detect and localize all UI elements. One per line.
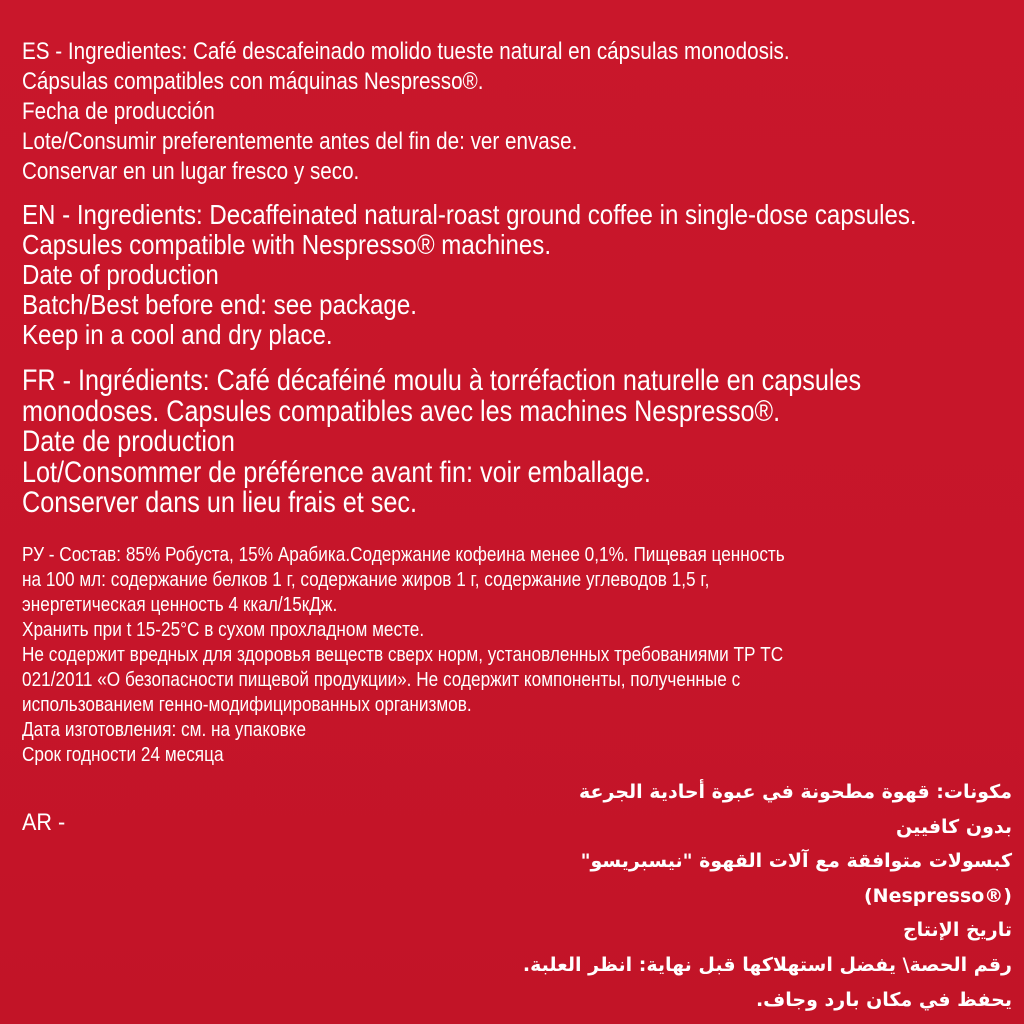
en-production-date-line: Date of production [22,259,219,290]
arabic-text-block [452,775,1012,1017]
ru-regulation-line: 021/2011 «О безопасности пищевой продукции». Не содержит компоненты, полученные с [22,669,741,691]
fr-batch-line: Lot/Consommer de préférence avant fin: voir emballage. [22,455,651,489]
ar-storage-line: يحفظ في مكان بارد وجاف. [755,988,1012,1011]
spanish-text-block [22,37,1010,187]
russian-text-block [22,543,1010,768]
french-text-block [22,366,1010,519]
es-compatibility-line: Cápsulas compatibles con máquinas Nespresso®. [22,68,484,95]
es-storage-line: Conservar en un lugar fresco y seco. [22,158,360,185]
ar-ingredients-line: مكونات: قهوة مطحونة في عبوة أحادية الجرعة [579,781,1012,803]
en-compatibility-line: Capsules compatible with Nespresso® machines. [22,229,552,260]
ru-composition-line: РУ - Состав: 85% Робуста, 15% Арабика.Содержание кофеина менее 0,1%. Пищевая ценность [22,544,785,566]
ru-energy-line: энергетическая ценность 4 ккал/15кДж. [22,594,338,616]
ar-batch-line: رقم الحصة\ يفضل استهلاكها قبل نهاية: انظر العلبة. [522,953,1012,976]
ar-production-date-line: تاريخ الإنتاج [902,919,1012,942]
ru-shelf-life-line: Срок годности 24 месяца [22,744,224,766]
en-ingredients-line: EN - Ingredients: Decaffeinated natural-roast ground coffee in single-dose capsules. [22,199,917,230]
ar-decaf-line: بدون كافيين [896,815,1012,838]
arabic-language-label: AR - [22,809,66,836]
en-batch-line: Batch/Best before end: see package. [22,289,417,320]
fr-production-date-line: Date de production [22,425,235,458]
ar-brand-line: (Nespresso®) [864,884,1012,907]
fr-storage-line: Conserver dans un lieu frais et sec. [22,486,417,519]
en-storage-line: Keep in a cool and dry place. [22,319,333,350]
es-batch-line: Lote/Consumir preferentemente antes del fin de: ver envase. [22,128,578,155]
es-production-date-line: Fecha de producción [22,98,215,125]
ru-nutrition-line: на 100 мл: содержание белков 1 г, содержание жиров 1 г, содержание углеводов 1,5 г, [22,569,710,591]
ru-safety-line: Не содержит вредных для здоровья веществ сверх норм, установленных требованиями ТР ТС [22,644,784,666]
ru-gmo-line: использованием генно-модифицированных организмов. [22,694,472,716]
ru-storage-line: Хранить при t 15-25°С в сухом прохладном месте. [22,619,425,641]
fr-ingredients-continued-line: monodoses. Capsules compatibles avec les machines Nespresso®. [22,394,781,428]
english-text-block [22,200,1010,350]
fr-ingredients-line: FR - Ingrédients: Café décaféiné moulu à torréfaction naturelle en capsules [22,364,862,397]
ar-compatibility-line: كبسولات متوافقة مع آلات القهوة "نيسبريسو" [580,850,1012,873]
ru-production-date-line: Дата изготовления: см. на упаковке [22,719,307,741]
es-ingredients-line: ES - Ingredientes: Café descafeinado molido tueste natural en cápsulas monodosis. [22,38,790,65]
